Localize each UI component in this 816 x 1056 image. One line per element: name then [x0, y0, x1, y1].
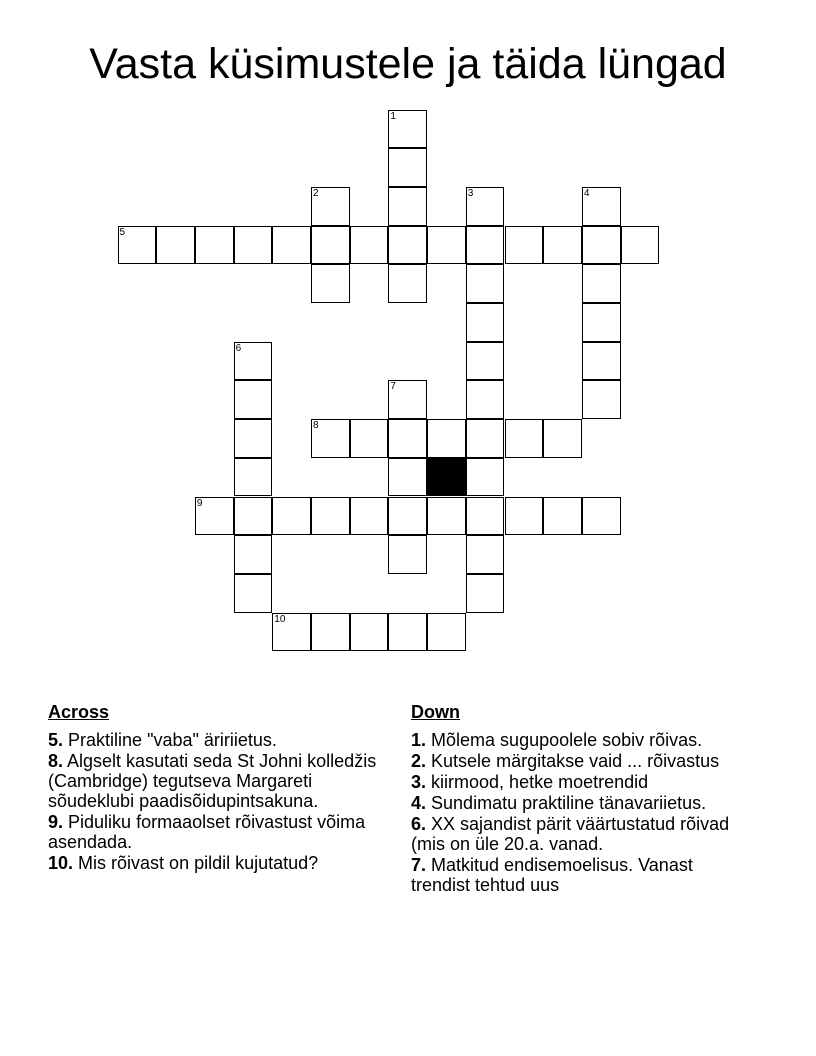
- grid-cell[interactable]: [234, 342, 273, 381]
- grid-cell[interactable]: [311, 613, 350, 652]
- grid-cell[interactable]: [582, 264, 621, 303]
- grid-cell[interactable]: [234, 535, 273, 574]
- clue-number: 3.: [411, 772, 427, 792]
- clue-number: 4.: [411, 793, 427, 813]
- clue-text: Praktiline "vaba" äririietus.: [68, 730, 277, 750]
- grid-cell[interactable]: [388, 110, 427, 149]
- cell-number: 7: [390, 381, 396, 393]
- grid-cell[interactable]: [582, 380, 621, 419]
- clue-number: 5.: [48, 730, 64, 750]
- cell-number: 5: [119, 226, 126, 238]
- grid-cell[interactable]: [466, 535, 505, 574]
- grid-cell[interactable]: [234, 497, 273, 536]
- clue-down-1: [411, 730, 751, 750]
- grid-cell[interactable]: [466, 497, 505, 536]
- clue-text: Matkitud endisemoelisus. Vanast trendist tehtud uus: [411, 855, 693, 895]
- cell-number: 3: [467, 187, 474, 199]
- grid-cell[interactable]: [505, 497, 544, 536]
- grid-cell[interactable]: [466, 419, 505, 458]
- grid-cell[interactable]: [272, 226, 311, 265]
- grid-cell[interactable]: [234, 458, 273, 497]
- grid-cell[interactable]: [466, 574, 505, 613]
- cell-number: 4: [583, 187, 590, 199]
- grid-cell[interactable]: [311, 497, 350, 536]
- grid-cell[interactable]: [234, 226, 273, 265]
- grid-cell[interactable]: [582, 303, 621, 342]
- grid-cell[interactable]: [427, 226, 466, 265]
- grid-cell[interactable]: [621, 226, 660, 265]
- grid-cell[interactable]: [466, 303, 505, 342]
- grid-cell[interactable]: [466, 264, 505, 303]
- grid-cell[interactable]: [505, 419, 544, 458]
- clue-text: kiirmood, hetke moetrendid: [431, 772, 649, 792]
- grid-cell[interactable]: [118, 226, 157, 265]
- grid-cell[interactable]: [388, 613, 427, 652]
- down-heading: Down: [411, 702, 460, 722]
- cell-number: 8: [313, 420, 319, 432]
- grid-cell[interactable]: [388, 458, 427, 497]
- grid-cell[interactable]: [388, 226, 427, 265]
- clue-across-10: [48, 853, 378, 873]
- clue-down-6: [411, 814, 751, 854]
- cell-number: 6: [235, 342, 242, 354]
- clue-across-5: [48, 730, 378, 750]
- cell-number: 10: [274, 613, 286, 625]
- clue-text: Mis rõivast on pildil kujutatud?: [78, 853, 319, 873]
- grid-cell[interactable]: [427, 419, 466, 458]
- grid-cell[interactable]: [543, 497, 582, 536]
- clue-text: Algselt kasutati seda St Johni kolledžis (Cambridge) tegutseva Margareti sõudeklubi paadisõidupintsakuna.: [48, 751, 377, 811]
- down-clues: [411, 702, 751, 896]
- clue-number: 9.: [48, 812, 64, 832]
- grid-cell[interactable]: [234, 380, 273, 419]
- grid-cell[interactable]: [234, 419, 273, 458]
- grid-cell[interactable]: [466, 187, 505, 226]
- across-heading: Across: [48, 702, 110, 722]
- grid-cell[interactable]: [234, 574, 273, 613]
- grid-cell[interactable]: [388, 497, 427, 536]
- grid-cell[interactable]: [350, 497, 389, 536]
- blocked-cell: [427, 458, 466, 497]
- cell-number: 9: [196, 497, 203, 509]
- clue-down-2: [411, 751, 751, 771]
- cell-number: 1: [390, 110, 396, 122]
- clue-down-3: [411, 772, 751, 792]
- grid-cell[interactable]: [272, 613, 311, 652]
- grid-cell[interactable]: [388, 535, 427, 574]
- clue-text: Mõlema sugupoolele sobiv rõivas.: [431, 730, 703, 750]
- grid-cell[interactable]: [388, 148, 427, 187]
- grid-cell[interactable]: [311, 226, 350, 265]
- page-title: Vasta küsimustele ja täida lüngad: [89, 40, 727, 88]
- grid-cell[interactable]: [466, 342, 505, 381]
- grid-cell[interactable]: [543, 226, 582, 265]
- grid-cell[interactable]: [195, 226, 234, 265]
- grid-cell[interactable]: [388, 187, 427, 226]
- across-clues: [48, 702, 378, 874]
- grid-cell[interactable]: [311, 187, 350, 226]
- grid-cell[interactable]: [195, 497, 234, 536]
- grid-cell[interactable]: [582, 342, 621, 381]
- clue-across-9: [48, 812, 378, 852]
- clue-number: 8.: [48, 751, 64, 771]
- clue-text: Sundimatu praktiline tänavariietus.: [431, 793, 707, 813]
- grid-cell[interactable]: [311, 419, 350, 458]
- clue-number: 10.: [48, 853, 74, 873]
- clue-text: Kutsele märgitakse vaid ... rõivastus: [431, 751, 720, 771]
- clue-across-8: [48, 751, 378, 811]
- clue-text: Piduliku formaaolset rõivastust võima asendada.: [48, 812, 366, 852]
- grid-cell[interactable]: [388, 264, 427, 303]
- grid-cell[interactable]: [388, 419, 427, 458]
- grid-cell[interactable]: [582, 497, 621, 536]
- grid-cell[interactable]: [350, 419, 389, 458]
- clue-number: 7.: [411, 855, 427, 875]
- grid-cell[interactable]: [543, 419, 582, 458]
- clue-text: XX sajandist pärit väärtustatud rõivad (mis on üle 20.a. vanad.: [411, 814, 730, 854]
- grid-cell[interactable]: [350, 226, 389, 265]
- grid-cell[interactable]: [582, 187, 621, 226]
- grid-cell[interactable]: [582, 226, 621, 265]
- grid-cell[interactable]: [427, 613, 466, 652]
- grid-cell[interactable]: [466, 380, 505, 419]
- grid-cell[interactable]: [427, 497, 466, 536]
- grid-cell[interactable]: [388, 380, 427, 419]
- clue-number: 6.: [411, 814, 427, 834]
- grid-cell[interactable]: [156, 226, 195, 265]
- clue-number: 1.: [411, 730, 427, 750]
- clue-down-7: [411, 855, 751, 895]
- clue-down-4: [411, 793, 751, 813]
- clue-number: 2.: [411, 751, 427, 771]
- grid-cell[interactable]: [505, 226, 544, 265]
- cell-number: 2: [313, 187, 319, 199]
- grid-cell[interactable]: [466, 458, 505, 497]
- grid-cell[interactable]: [272, 497, 311, 536]
- grid-cell[interactable]: [350, 613, 389, 652]
- grid-cell[interactable]: [311, 264, 350, 303]
- grid-cell[interactable]: [466, 226, 505, 265]
